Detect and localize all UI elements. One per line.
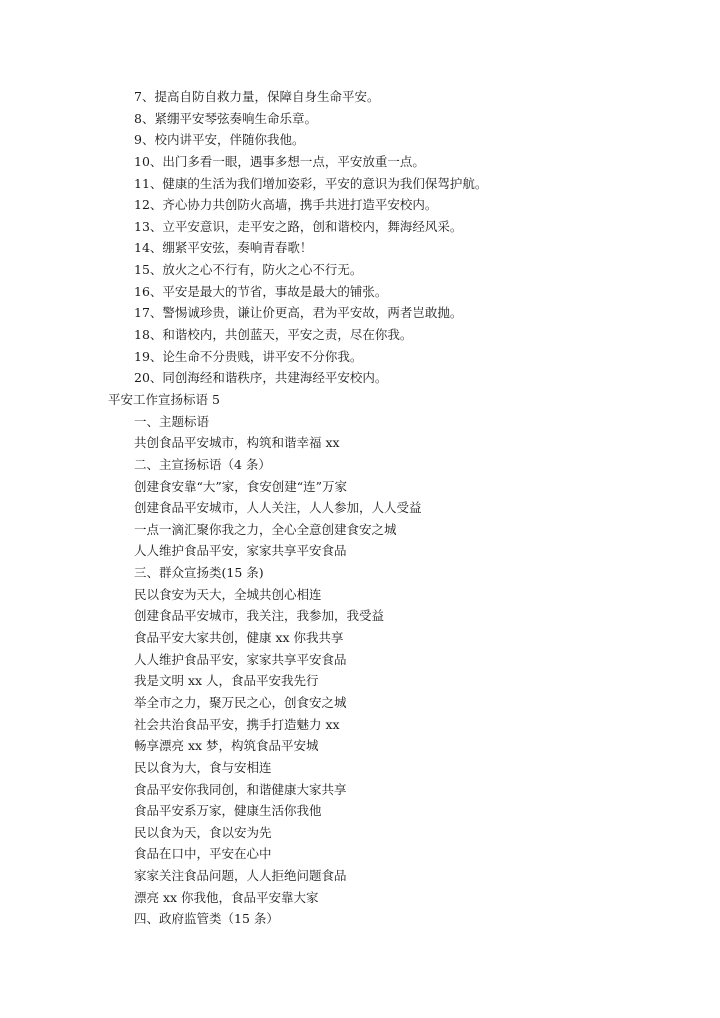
text-line: 民以食安为天大，全城共创心相连 bbox=[134, 586, 322, 602]
text-line: 7、提高自防自救力量，保障自身生命平安。 bbox=[134, 89, 380, 104]
text-line: 民以食为天，食以安为先 bbox=[134, 824, 272, 840]
text-line: 二、主宣扬标语（4 条） bbox=[134, 456, 271, 472]
text-line: 我是文明 xx 人，食品平安我先行 bbox=[134, 673, 319, 689]
text-line: 畅享漂亮 xx 梦，构筑食品平安城 bbox=[134, 738, 319, 754]
text-line: 食品平安系万家，健康生活你我他 bbox=[134, 803, 322, 819]
text-line: 19、论生命不分贵贱，讲平安不分你我。 bbox=[134, 348, 363, 364]
text-line: 创建食品平安城市，我关注，我参加，我受益 bbox=[134, 608, 385, 624]
text-line: 17、警惕诚珍贵，谦让价更高，君为平安故，两者岂敢抛。 bbox=[134, 305, 463, 321]
text-line: 举全市之力，聚万民之心，创食安之城 bbox=[134, 694, 347, 710]
text-line: 9、校内讲平安，伴随你我他。 bbox=[134, 132, 305, 148]
text-line: 共创食品平安城市，构筑和谐幸福 xx bbox=[134, 435, 340, 451]
text-line: 一点一滴汇聚你我之力，全心全意创建食安之城 bbox=[134, 521, 397, 537]
section-heading: 平安工作宣扬标语 5 bbox=[108, 391, 220, 407]
text-line: 8、紧绷平安琴弦奏响生命乐章。 bbox=[134, 110, 317, 126]
text-line: 14、绷紧平安弦，奏响青春歌！ bbox=[134, 240, 313, 256]
text-line: 10、出门多看一眼，遇事多想一点，平安放重一点。 bbox=[134, 153, 425, 169]
text-line: 三、群众宣扬类(15 条) bbox=[134, 565, 264, 581]
text-line: 食品平安你我同创，和谐健康大家共享 bbox=[134, 781, 347, 797]
text-line: 18、和谐校内，共创蓝天，平安之责，尽在你我。 bbox=[134, 327, 413, 343]
text-line: 漂亮 xx 你我他，食品平安靠大家 bbox=[134, 889, 319, 905]
text-line: 家家关注食品问题，人人拒绝问题食品 bbox=[134, 868, 347, 884]
text-line: 创建食品平安城市，人人关注，人人参加，人人受益 bbox=[134, 500, 422, 516]
text-line: 人人维护食品平安，家家共享平安食品 bbox=[134, 543, 347, 559]
text-line: 创建食安靠“大”家，食安创建“连”万家 bbox=[134, 478, 348, 494]
text-line: 食品在口中，平安在心中 bbox=[134, 846, 272, 862]
text-line: 人人维护食品平安，家家共享平安食品 bbox=[134, 651, 347, 667]
text-line: 15、放火之心不行有，防火之心不行无。 bbox=[134, 262, 363, 278]
text-line: 12、齐心协力共创防火高墙，携手共进打造平安校内。 bbox=[134, 197, 438, 213]
text-line: 13、立平安意识，走平安之路，创和谐校内，舞海经风采。 bbox=[134, 218, 463, 234]
text-line: 一、主题标语 bbox=[134, 413, 210, 429]
document-body bbox=[0, 86, 720, 930]
text-line: 食品平安大家共创，健康 xx 你我共享 bbox=[134, 630, 344, 646]
text-line: 16、平安是最大的节省，事故是最大的铺张。 bbox=[134, 283, 388, 299]
text-line: 20、同创海经和谐秩序，共建海经平安校内。 bbox=[134, 370, 388, 386]
text-line: 11、健康的生活为我们增加姿彩，平安的意识为我们保驾护航。 bbox=[134, 175, 488, 191]
text-line: 民以食为大，食与安相连 bbox=[134, 759, 272, 775]
text-line: 四、政府监管类（15 条） bbox=[134, 911, 279, 927]
text-line: 社会共治食品平安，携手打造魅力 xx bbox=[134, 716, 340, 732]
